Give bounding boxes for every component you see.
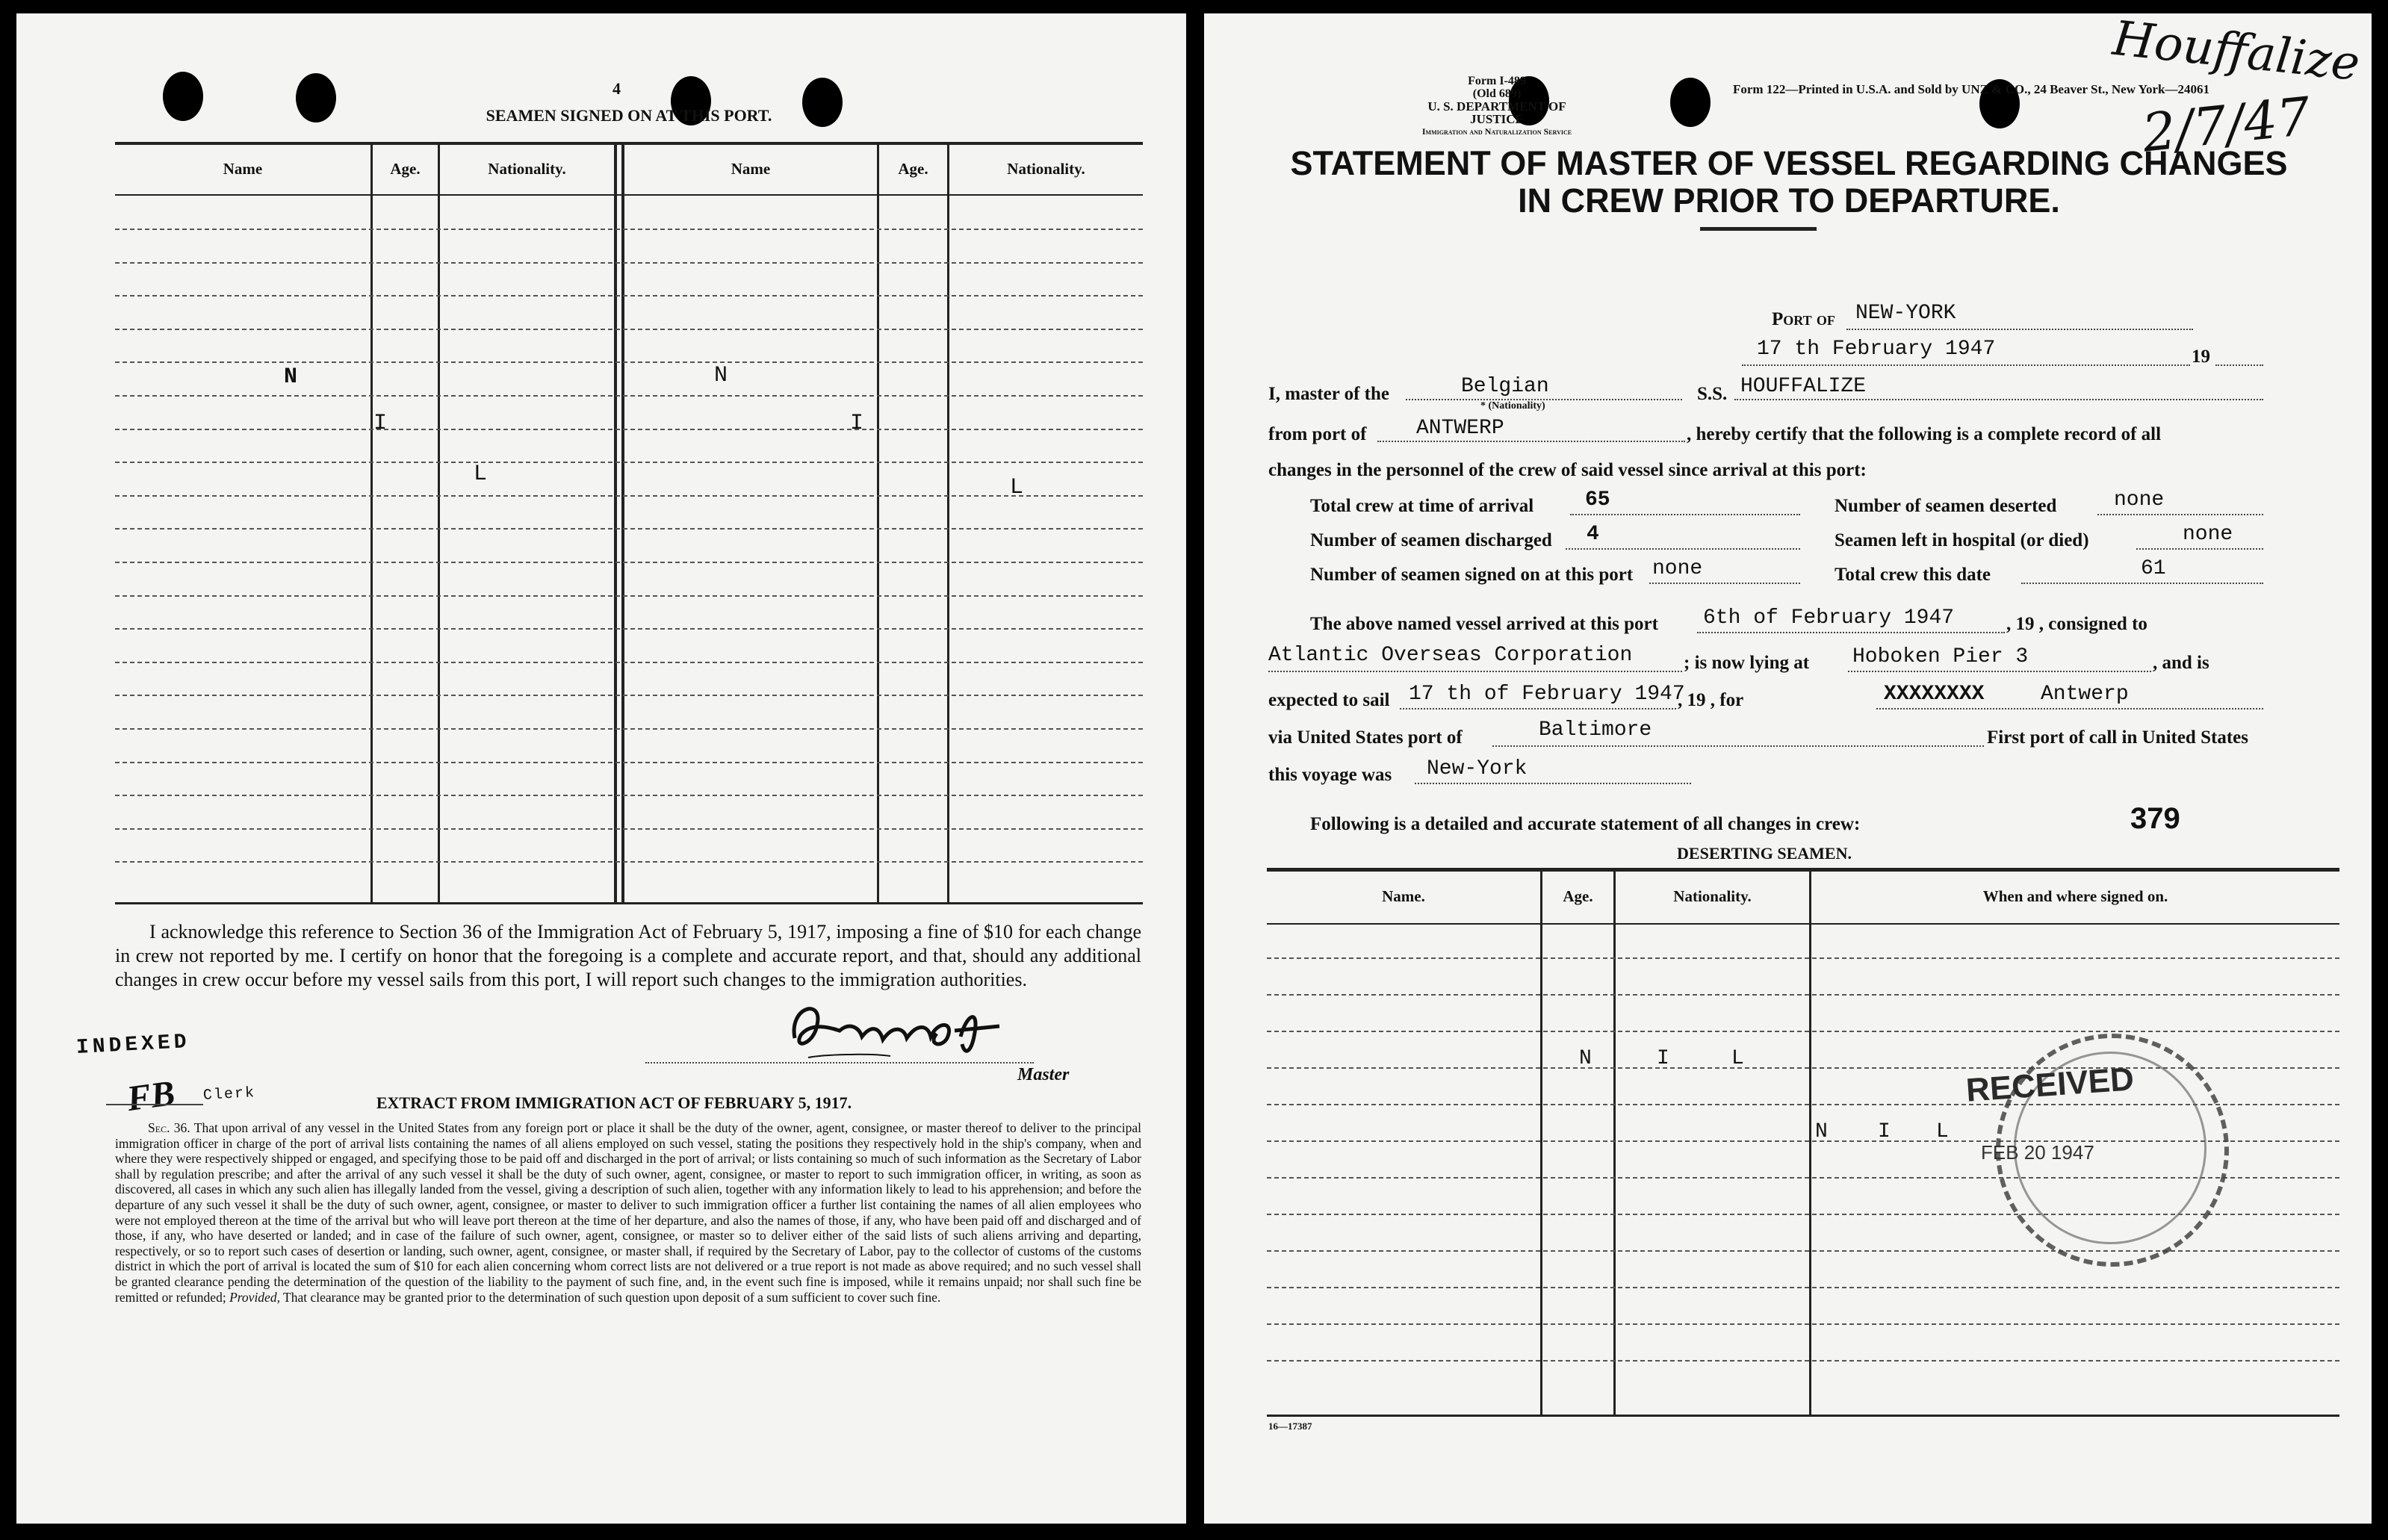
ship-line — [1734, 399, 2263, 400]
from-port-line — [1377, 441, 1685, 442]
table-row — [115, 728, 1143, 730]
discharged-label: Number of seamen discharged — [1310, 530, 1552, 550]
column-header: Name. — [1382, 887, 1425, 905]
column-divider — [370, 143, 373, 904]
table-row — [115, 762, 1143, 763]
date-value: 17 th February 1947 — [1757, 338, 1996, 361]
table-row — [1267, 1323, 2339, 1325]
changes-text: changes in the personnel of the crew of said vessel since arrival at this port: — [1268, 460, 1867, 480]
indexed-stamp: INDEXED — [75, 1031, 191, 1060]
certify-text: , hereby certify that the following is a complete record of all — [1687, 424, 2162, 444]
footer-code: 16—17387 — [1268, 1421, 1312, 1432]
table-row — [1267, 1287, 2339, 1288]
discharged-value: 4 — [1587, 523, 1599, 546]
column-header: Age. — [1563, 887, 1593, 905]
title-line-2: IN CREW PRIOR TO DEPARTURE. — [1518, 181, 2060, 220]
table-row — [115, 528, 1143, 530]
voyage-value: New-York — [1427, 757, 1528, 780]
table-row — [115, 395, 1143, 397]
column-divider — [621, 143, 624, 904]
port-value: NEW-YORK — [1855, 302, 1956, 325]
signed-on-value: none — [1652, 557, 1703, 580]
table-row — [115, 229, 1143, 230]
hospital-value: none — [2183, 523, 2233, 546]
table-row — [115, 662, 1143, 663]
hospital-label: Seamen left in hospital (or died) — [1835, 530, 2089, 550]
arrived-value: 6th of February 1947 — [1703, 606, 1955, 630]
form-number-block — [1407, 75, 1587, 138]
table-row — [115, 562, 1143, 563]
stamp-date: FEB 20 1947 — [1981, 1141, 2094, 1164]
expected-line — [1400, 708, 1676, 710]
header-rule — [1267, 923, 2339, 925]
via-port-value: Baltimore — [1539, 718, 1652, 742]
consigned-label: , 19 , consigned to — [2006, 614, 2147, 634]
following-text: Following is a detailed and accurate statement of all changes in crew: — [1310, 814, 1861, 834]
ship-name: HOUFFALIZE — [1740, 375, 1867, 398]
table-row — [1267, 1250, 2339, 1252]
destination-value: Antwerp — [2041, 683, 2129, 706]
department: U. S. DEPARTMENT OF JUSTICE — [1427, 99, 1566, 126]
table-row — [115, 495, 1143, 497]
table-row — [115, 429, 1143, 430]
nil-mark: L — [474, 462, 488, 487]
nil-mark: L — [1731, 1047, 1744, 1070]
column-divider — [438, 143, 440, 904]
column-header: Name — [223, 160, 263, 178]
table-row — [115, 462, 1143, 463]
table-top-rule — [115, 142, 1143, 145]
nil-mark: N — [284, 364, 298, 390]
date-line — [1742, 364, 2190, 366]
first-port-label: First port of call in United States — [1987, 727, 2248, 748]
nil-mark: N — [1579, 1047, 1592, 1070]
struck-destination: XXXXXXXX — [1884, 683, 1985, 706]
deserted-value: none — [2114, 488, 2165, 512]
table-row — [115, 695, 1143, 696]
table-row — [1267, 1031, 2339, 1032]
clerk-initials: FB — [124, 1072, 178, 1120]
discharged-line — [1566, 548, 1800, 550]
deserting-title: DESERTING SEAMEN. — [1677, 844, 1852, 863]
signed-on-line — [1649, 583, 1800, 584]
consignee-value: Atlantic Overseas Corporation — [1268, 644, 1633, 667]
table-row — [115, 795, 1143, 796]
column-divider — [877, 143, 879, 904]
left-page — [16, 13, 1186, 1524]
column-header: Nationality. — [488, 160, 566, 178]
deserted-label: Number of seamen deserted — [1835, 496, 2057, 516]
right-page — [1204, 10, 2372, 1524]
form-old-number: (Old 689) — [1472, 87, 1522, 100]
total-crew-arrival-label: Total crew at time of arrival — [1310, 496, 1534, 516]
section-body: That upon arrival of any vessel in the United States from any foreign port or place it shall be the duty of the owner, agent, consignee, or master thereof to deliver to the principal immigration officer in charge of the port of arrival lists containing the names of all aliens employed on such vessel, stating the positions they respectively hold in the ship's company, when and where they were respectively shipped or engaged, and specifying those to be paid off and discharged in the port of arrival; or lists containing so much of such information as the Secretary of Labor shall by regulation prescribe; and after the arrival of any such vessel it shall be the duty of such owner, agent, consignee, or master to report to such immigration officer, in writing, as soon as discovered, all cases in which any such alien has illegally landed from the vessel, giving a description of such alien, together with any information likely to lead to his apprehension; and before the departure of any such vessel it shall be the duty of such owner, agent, consignee, or master to deliver to such immigration officer a further list containing the names of all alien employees who were not employed thereon at the time of the arrival but who will leave port thereon at the time of her departure, and also the names of those, if any, who have been paid off and discharged and of those, if any, who have deserted or landed; and in case of the failure of such owner, agent, consignee, or master so to deliver either of the said lists of such aliens arriving and departing, respectively, or so to report such cases of desertion or landing, such owner, agent, consignee, or master shall, if required by the Secretary of Labor, pay to the collector of customs of the customs district in which the port of arrival is located the sum of $10 for each alien concerning whom correct lists are not delivered or a true report is not made as above required; and no such vessel shall be granted clearance pending the determination of the question of the liability to the payment of such fine, and, in the event such fine is imposed, while it remains unpaid; nor shall such fine be remitted or refunded; — [115, 1120, 1141, 1305]
port-label: Port of — [1772, 309, 1835, 329]
nil-mark: I — [373, 411, 388, 436]
table-row — [115, 262, 1143, 264]
signed-on-label: Number of seamen signed on at this port — [1310, 565, 1634, 585]
service: Immigration and Naturalization Service — [1421, 126, 1572, 137]
master-of-label: I, master of the — [1268, 384, 1389, 404]
column-divider — [614, 143, 617, 904]
title-underline — [1700, 227, 1817, 231]
column-header: Name — [731, 160, 771, 178]
consignee-line — [1268, 671, 1682, 672]
column-divider — [1613, 871, 1616, 1416]
printer-note: Form 122—Printed in U.S.A. and Sold by UNZ & CO., 24 Beaver St., New York—24061 — [1733, 82, 2209, 96]
column-header: Nationality. — [1673, 887, 1752, 905]
nationality-caption: * (Nationality) — [1480, 400, 1545, 412]
from-port-label: from port of — [1268, 424, 1367, 444]
punch-hole — [1670, 78, 1711, 127]
deserting-top-rule — [1267, 868, 2339, 872]
total-crew-date-value: 61 — [2141, 557, 2166, 580]
page-number: 4 — [612, 79, 621, 98]
total-crew-date-line — [2021, 583, 2263, 584]
handwritten-ship-name: Houffalize — [2110, 10, 2363, 93]
table-row — [115, 361, 1143, 363]
via-port-line — [1492, 745, 1984, 747]
punch-hole — [296, 73, 336, 122]
destination-line — [1876, 708, 2263, 710]
and-is-text: , and is — [2153, 653, 2209, 673]
total-crew-arrival-line — [1570, 514, 1800, 515]
table-row — [115, 329, 1143, 330]
for-label: , 19 , for — [1678, 690, 1744, 710]
year-prefix: 19 — [2192, 347, 2210, 367]
column-header: Age. — [898, 160, 928, 178]
table-row — [1267, 994, 2339, 996]
year-line — [2215, 364, 2263, 366]
acknowledgement-text: I acknowledge this reference to Section 36 of the Immigration Act of February 5, 1917, imposing a fine of $10 for each change in crew not reported by me. I certify on honor that the foregoing is a complete and accurate report, and that, should any additional changes in crew occur before my vessel sails from this port, I will report such changes to the immigration authorities. — [115, 921, 1141, 990]
form-number: Form I-489 — [1468, 75, 1526, 87]
lying-at-line — [1848, 671, 2151, 672]
received-stamp: RECEIVED — [1964, 1061, 2136, 1109]
total-crew-arrival-value: 65 — [1585, 488, 1610, 512]
nil-mark: I — [1657, 1047, 1669, 1070]
total-crew-date-label: Total crew this date — [1835, 565, 1991, 585]
signature-line — [645, 1062, 1034, 1064]
nationality-value: Belgian — [1461, 375, 1549, 398]
via-label: via United States port of — [1268, 727, 1463, 748]
document-number: 379 — [2130, 802, 2180, 835]
section-36-text — [115, 1120, 1141, 1305]
voyage-label: this voyage was — [1268, 765, 1392, 785]
table-row — [115, 828, 1143, 830]
header-rule — [115, 194, 1143, 196]
nil-mark: L — [1010, 475, 1024, 500]
nil-mark: N — [1815, 1120, 1828, 1143]
hospital-line — [2136, 548, 2263, 550]
nil-mark: L — [1936, 1120, 1949, 1143]
column-divider — [1809, 871, 1811, 1416]
handwritten-date: 2/7/47 — [2139, 85, 2313, 164]
section-title: SEAMEN SIGNED ON AT THIS PORT. — [486, 106, 772, 125]
table-row — [115, 861, 1143, 863]
column-header: Age. — [390, 160, 421, 178]
nil-mark: I — [1878, 1120, 1891, 1143]
ss-label: S.S. — [1697, 384, 1728, 404]
lying-at-value: Hoboken Pier 3 — [1852, 645, 2029, 668]
arrived-line — [1697, 632, 2005, 633]
expected-value: 17 th of February 1947 — [1409, 683, 1685, 706]
column-header: Nationality. — [1007, 160, 1085, 178]
table-bottom-rule — [115, 902, 1143, 904]
master-label: Master — [1017, 1065, 1070, 1084]
page-title — [1285, 145, 2293, 220]
table-row — [1267, 1360, 2339, 1362]
nil-mark: I — [850, 411, 864, 436]
port-line — [1846, 329, 2193, 330]
section-tail: That clearance may be granted prior to the determination of such question upon deposit of a sum sufficient to cover such fine. — [283, 1289, 941, 1305]
arrived-label: The above named vessel arrived at this port — [1310, 614, 1658, 634]
extract-title: EXTRACT FROM IMMIGRATION ACT OF FEBRUARY 5, 1917. — [376, 1093, 852, 1112]
sec-label: Sec. 36. — [148, 1120, 190, 1135]
table-row — [1267, 957, 2339, 959]
lying-label: ; is now lying at — [1684, 653, 1810, 673]
column-header: When and where signed on. — [1982, 887, 2168, 905]
from-port-value: ANTWERP — [1416, 417, 1504, 440]
voyage-line — [1415, 783, 1691, 784]
expected-label: expected to sail — [1268, 690, 1390, 710]
clerk-label: Clerk — [202, 1084, 256, 1105]
table-row — [115, 628, 1143, 630]
table-row — [115, 595, 1143, 597]
table-row — [115, 295, 1143, 296]
provided-word: Provided, — [229, 1289, 280, 1305]
clerk-line — [106, 1104, 203, 1105]
deserted-line — [2097, 514, 2263, 515]
punch-hole — [163, 72, 203, 121]
column-divider — [1540, 871, 1542, 1416]
nil-mark: N — [714, 363, 728, 388]
column-divider — [947, 143, 949, 904]
title-line-1: STATEMENT OF MASTER OF VESSEL REGARDING CHANGES — [1290, 144, 2288, 182]
deserting-bottom-rule — [1267, 1415, 2339, 1417]
